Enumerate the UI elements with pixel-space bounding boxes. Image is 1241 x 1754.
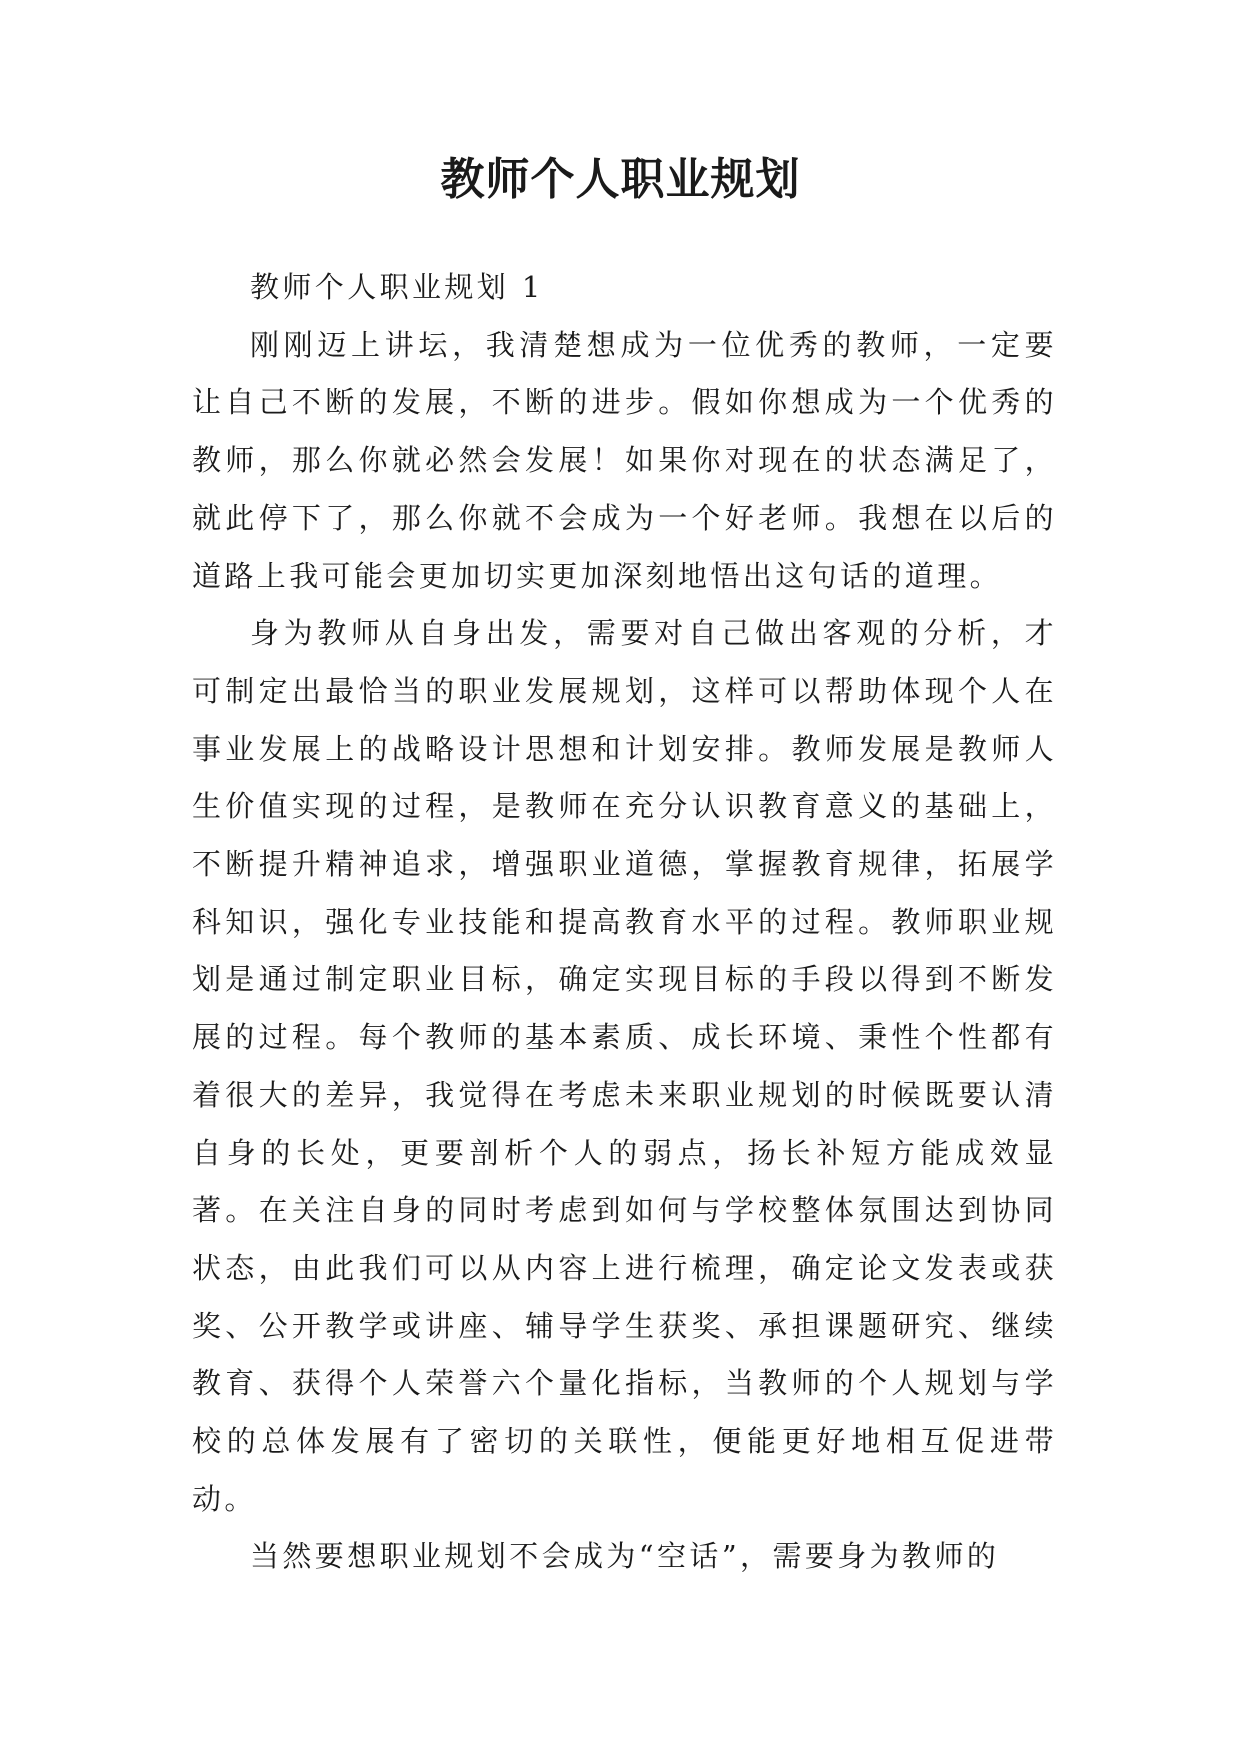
paragraph-3: 当然要想职业规划不会成为“空话”，需要身为教师的 [250, 1539, 1000, 1574]
section-heading: 教师个人职业规划 1 [250, 270, 544, 304]
document-title: 教师个人职业规划 [440, 154, 801, 205]
document-body [192, 259, 1057, 1586]
paragraph-2: 身为教师从自身出发，需要对自己做出客观的分析，才可制定出最恰当的职业发展规划，这样可以帮助体现个人在事业发展上的战略设计思想和计划安排。教师发展是教师人生价值实现的过程，是教师在充分认识教育意义的基础上，不断提升精神追求，增强职业道德，掌握教育规律，拓展学科知识，强化专业技能和提高教育水平的过程。教师职业规划是通过制定职业目标，确定实现目标的手段以得到不断发展的过程。每个教师的基本素质、成长环境、秉性个性都有着很大的差异，我觉得在考虑未来职业规划的时候既要认清自身的长处，更要剖析个人的弱点，扬长补短方能成效显著。在关注自身的同时考虑到如何与学校整体氛围达到协同状态，由此我们可以从内容上进行梳理，确定论文发表或获奖、公开教学或讲座、辅导学生获奖、承担课题研究、继续教育、获得个人荣誉六个量化指标，当教师的个人规划与学校的总体发展有了密切的关联性，便能更好地相互促进带动。 [192, 616, 1057, 1516]
paragraph-1: 刚刚迈上讲坛，我清楚想成为一位优秀的教师，一定要让自己不断的发展，不断的进步。假如你想成为一个优秀的教师，那么你就必然会发展！如果你对现在的状态满足了，就此停下了，那么你就不会成为一个好老师。我想在以后的道路上我可能会更加切实更加深刻地悟出这句话的道理。 [192, 327, 1057, 593]
